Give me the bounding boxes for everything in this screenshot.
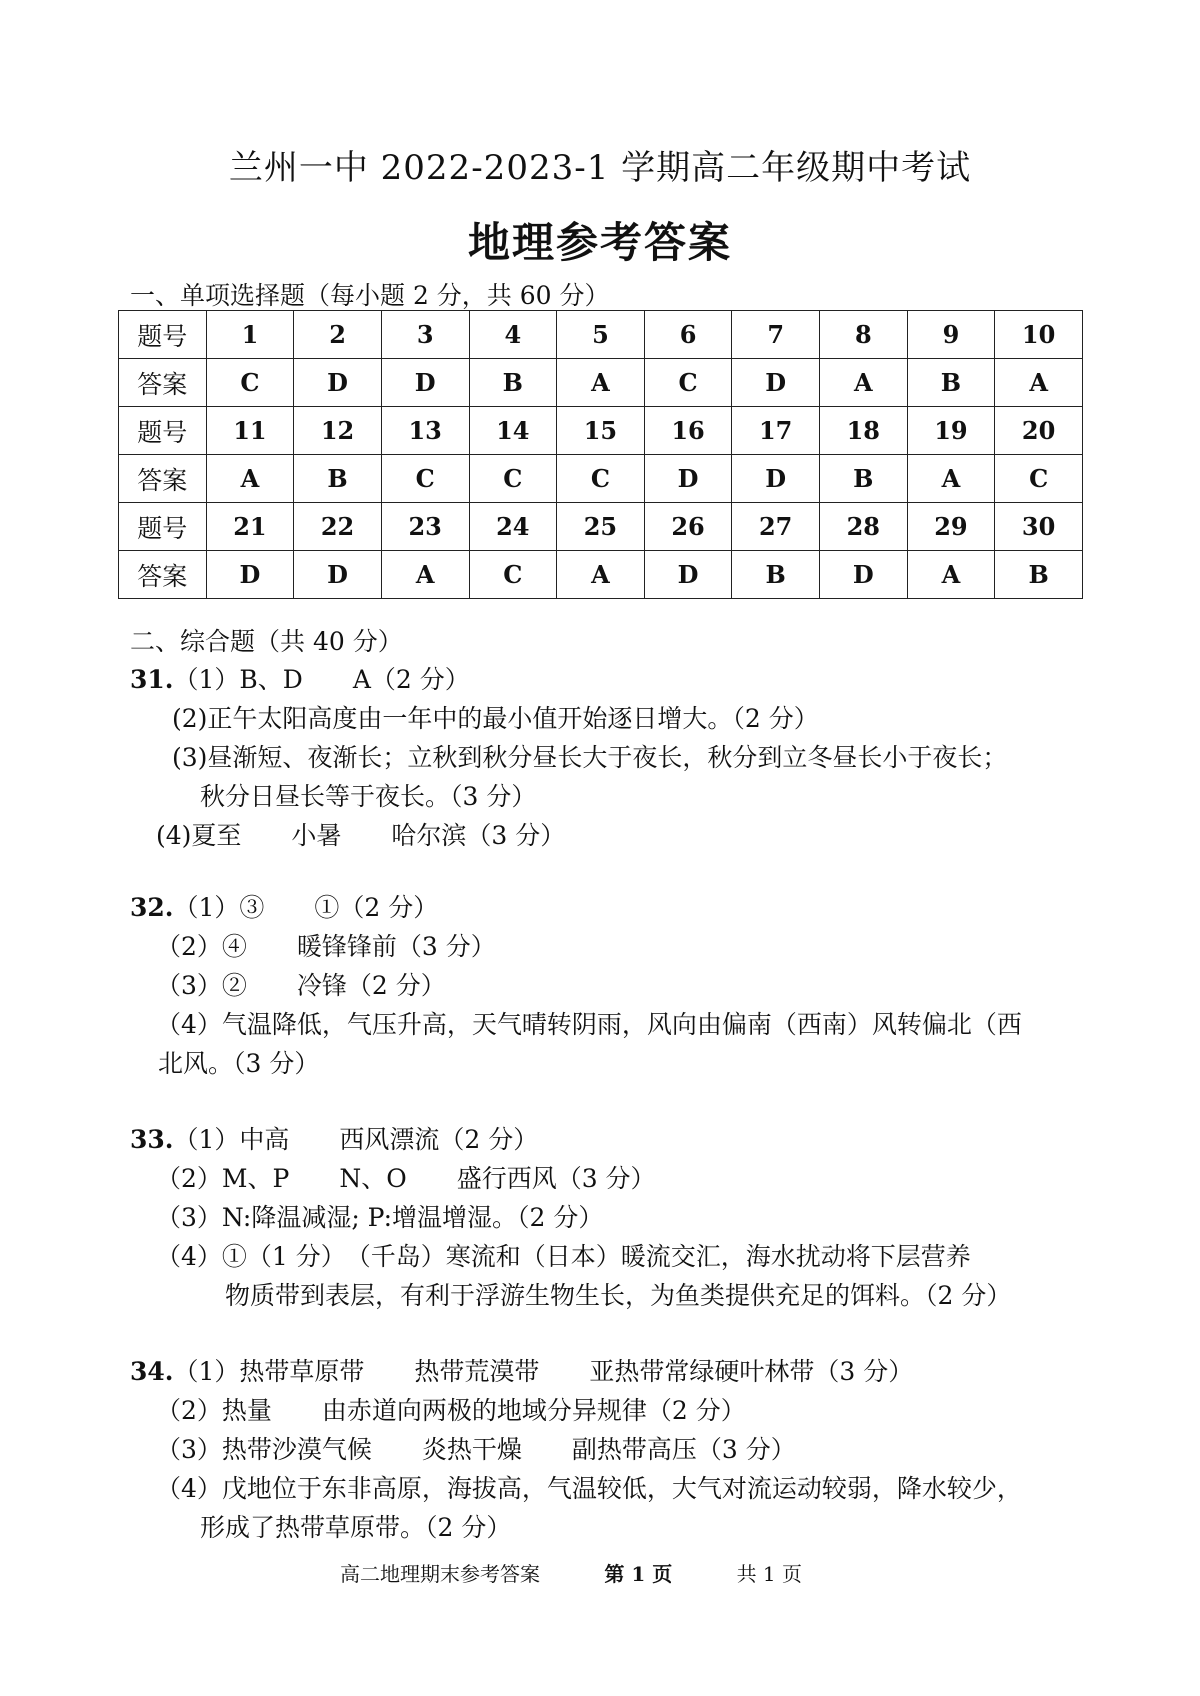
answer-cell: A — [206, 455, 294, 503]
answer-cell: B — [820, 455, 908, 503]
answer-cell: D — [732, 359, 820, 407]
question-number-cell: 23 — [381, 503, 469, 551]
question-number-cell: 30 — [995, 503, 1083, 551]
answer-line: 北风。（3 分） — [158, 1049, 320, 1078]
answer-table — [118, 310, 1083, 599]
answer-line: （3）② 冷锋（2 分） — [156, 971, 446, 1000]
question-number: 34. — [130, 1357, 174, 1386]
footer-doc-name: 高二地理期末参考答案 — [340, 1562, 540, 1586]
row-label: 题号 — [119, 503, 207, 551]
row-label: 题号 — [119, 407, 207, 455]
answer-cell: D — [294, 551, 382, 599]
answer-line: (2)正午太阳高度由一年中的最小值开始逐日增大。（2 分） — [172, 704, 819, 733]
answer-cell: B — [995, 551, 1083, 599]
question-31 — [130, 660, 1090, 855]
answer-line: （2）④ 暖锋锋前（3 分） — [156, 932, 496, 961]
answer-cell: A — [907, 455, 995, 503]
question-number-cell: 15 — [557, 407, 645, 455]
answer-row — [119, 359, 1083, 407]
answer-line: （4）戊地位于东非高原，海拔高，气温较低，大气对流运动较弱，降水较少， — [156, 1474, 1022, 1503]
answer-cell: A — [820, 359, 908, 407]
question-number-cell: 29 — [907, 503, 995, 551]
answer-line: 物质带到表层，有利于浮游生物生长，为鱼类提供充足的饵料。（2 分） — [225, 1281, 1012, 1310]
question-number-cell: 12 — [294, 407, 382, 455]
answer-cell: D — [732, 455, 820, 503]
question-number-cell: 16 — [644, 407, 732, 455]
question-number-row — [119, 407, 1083, 455]
page-footer — [340, 1558, 860, 1587]
answer-line: 形成了热带草原带。（2 分） — [200, 1513, 512, 1542]
answer-cell: A — [381, 551, 469, 599]
answer-line: （1）中高 西风漂流（2 分） — [173, 1125, 539, 1154]
answer-cell: A — [995, 359, 1083, 407]
row-label: 答案 — [119, 551, 207, 599]
answer-cell: C — [469, 455, 557, 503]
row-label: 答案 — [119, 455, 207, 503]
question-number-row — [119, 311, 1083, 359]
question-number-cell: 2 — [294, 311, 382, 359]
answer-row — [119, 455, 1083, 503]
answer-line: （1）③ ①（2 分） — [173, 893, 439, 922]
question-number-cell: 3 — [381, 311, 469, 359]
answer-cell: D — [294, 359, 382, 407]
question-number-cell: 7 — [732, 311, 820, 359]
question-number-cell: 5 — [557, 311, 645, 359]
footer-page-total: 共 1 页 — [736, 1562, 803, 1586]
question-number-cell: 4 — [469, 311, 557, 359]
answer-cell: C — [206, 359, 294, 407]
answer-line: （2）M、P N、O 盛行西风（3 分） — [156, 1164, 656, 1193]
answer-cell: D — [381, 359, 469, 407]
answer-cell: C — [644, 359, 732, 407]
question-number-cell: 9 — [907, 311, 995, 359]
question-number-cell: 18 — [820, 407, 908, 455]
question-number-cell: 17 — [732, 407, 820, 455]
answer-cell: C — [381, 455, 469, 503]
question-number-cell: 10 — [995, 311, 1083, 359]
answer-cell: A — [557, 551, 645, 599]
answer-cell: C — [995, 455, 1083, 503]
question-number-cell: 8 — [820, 311, 908, 359]
answer-cell: B — [294, 455, 382, 503]
question-number-cell: 11 — [206, 407, 294, 455]
question-number-row — [119, 503, 1083, 551]
answer-cell: D — [206, 551, 294, 599]
footer-page-number: 第 1 页 — [604, 1562, 673, 1586]
question-number-cell: 20 — [995, 407, 1083, 455]
question-number-cell: 14 — [469, 407, 557, 455]
answer-line: （1）热带草原带 热带荒漠带 亚热带常绿硬叶林带（3 分） — [173, 1357, 914, 1386]
answer-line: （2）热量 由赤道向两极的地域分异规律（2 分） — [156, 1396, 746, 1425]
question-number: 31. — [130, 665, 174, 694]
question-number-cell: 13 — [381, 407, 469, 455]
question-number: 32. — [130, 893, 174, 922]
answer-line: 秋分日昼长等于夜长。（3 分） — [200, 782, 537, 811]
section1-heading: 一、单项选择题（每小题 2 分，共 60 分） — [130, 281, 610, 310]
question-32 — [130, 888, 1090, 1083]
row-label: 答案 — [119, 359, 207, 407]
question-33 — [130, 1120, 1090, 1315]
question-number-cell: 21 — [206, 503, 294, 551]
question-number-cell: 25 — [557, 503, 645, 551]
answer-cell: D — [644, 455, 732, 503]
question-34 — [130, 1352, 1090, 1547]
answer-cell: C — [469, 551, 557, 599]
question-number: 33. — [130, 1125, 174, 1154]
question-number-cell: 26 — [644, 503, 732, 551]
answer-cell: A — [557, 359, 645, 407]
row-label: 题号 — [119, 311, 207, 359]
answer-line: (3)昼渐短、夜渐长；立秋到秋分昼长大于夜长，秋分到立冬昼长小于夜长； — [172, 743, 1008, 772]
question-number-cell: 27 — [732, 503, 820, 551]
answer-line: （1）B、D A（2 分） — [173, 665, 470, 694]
question-number-cell: 6 — [644, 311, 732, 359]
answer-line: （3）热带沙漠气候 炎热干燥 副热带高压（3 分） — [156, 1435, 796, 1464]
answer-line: （4）气温降低，气压升高，天气晴转阴雨，风向由偏南（西南）风转偏北（西 — [156, 1010, 1022, 1039]
question-number-cell: 22 — [294, 503, 382, 551]
answer-cell: D — [820, 551, 908, 599]
answer-cell: B — [469, 359, 557, 407]
answer-key-subtitle: 地理参考答案 — [467, 218, 732, 267]
answer-line: (4)夏至 小暑 哈尔滨（3 分） — [156, 821, 566, 850]
question-number-cell: 24 — [469, 503, 557, 551]
question-number-cell: 19 — [907, 407, 995, 455]
section2-heading: 二、综合题（共 40 分） — [130, 627, 403, 656]
answer-row — [119, 551, 1083, 599]
exam-title: 兰州一中 2022-2023-1 学期高二年级期中考试 — [228, 148, 972, 188]
answer-cell: C — [557, 455, 645, 503]
answer-cell: A — [907, 551, 995, 599]
answer-cell: D — [644, 551, 732, 599]
question-number-cell: 28 — [820, 503, 908, 551]
answer-line: （3）N:降温减湿; P:增温增湿。（2 分） — [156, 1203, 604, 1232]
answer-cell: B — [907, 359, 995, 407]
question-number-cell: 1 — [206, 311, 294, 359]
answer-line: （4）①（1 分） （千岛）寒流和（日本）暖流交汇，海水扰动将下层营养 — [156, 1242, 971, 1271]
answer-cell: B — [732, 551, 820, 599]
